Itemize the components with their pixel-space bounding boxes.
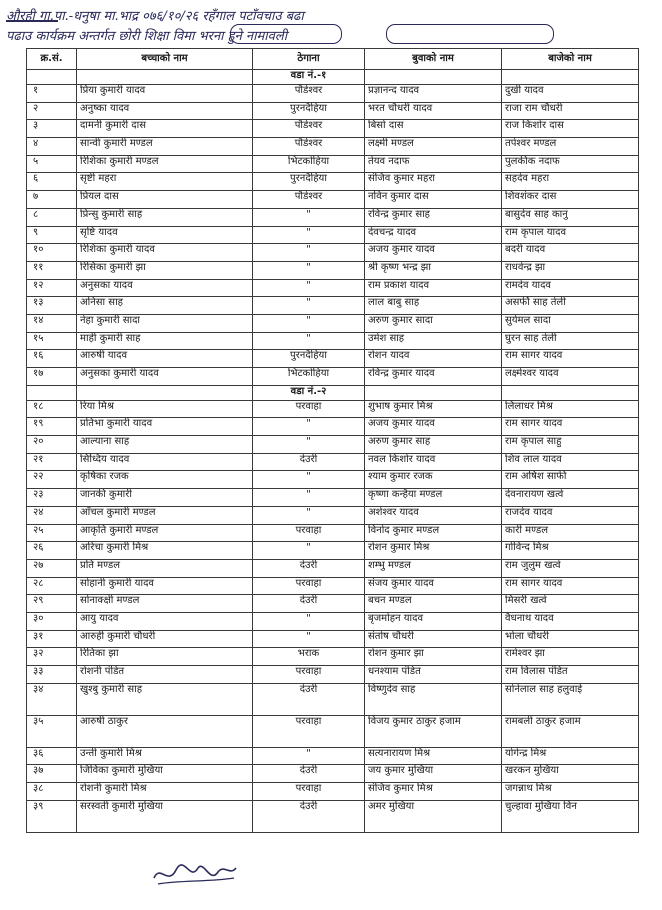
- address-cell: परवाहा: [253, 524, 365, 542]
- serial-cell: ३०: [27, 612, 77, 630]
- father-name-cell: रविन्द्र कुमार यादव: [365, 368, 502, 386]
- serial-cell: १६: [27, 350, 77, 368]
- address-cell: देउरी: [253, 559, 365, 577]
- grandfather-name-cell: सुर्यमल सादा: [502, 314, 639, 332]
- father-name-cell: नवल किशोर यादव: [365, 453, 502, 471]
- father-name-cell: शुभाष कुमार मिश्र: [365, 400, 502, 418]
- child-name-cell: आकृति कुमारी मण्डल: [77, 524, 253, 542]
- child-name-cell: प्रिया कुमारी यादव: [77, 85, 253, 103]
- father-name-cell: नविन कुमार दास: [365, 191, 502, 209]
- serial-cell: १: [27, 85, 77, 103]
- serial-cell: १३: [27, 297, 77, 315]
- table-body: [27, 70, 639, 833]
- child-name-cell: सरस्वती कुमारी मुखिया: [77, 800, 253, 832]
- address-cell: ": [253, 418, 365, 436]
- child-name-cell: आरुषी यादव: [77, 350, 253, 368]
- address-cell: पौडेश्वर: [253, 191, 365, 209]
- father-name-cell: उमेश साह: [365, 332, 502, 350]
- father-name-cell: रोशन यादव: [365, 350, 502, 368]
- father-name-cell: संतोष चौधरी: [365, 630, 502, 648]
- father-name-cell: संजिव कुमार मिश्र: [365, 783, 502, 801]
- serial-cell: २: [27, 102, 77, 120]
- table-row: [27, 400, 639, 418]
- father-name-cell: लाल बाबु साह: [365, 297, 502, 315]
- child-name-cell: अनुसका यादव: [77, 279, 253, 297]
- address-cell: परवाहा: [253, 715, 365, 747]
- grandfather-name-cell: राधवेन्द्र झा: [502, 261, 639, 279]
- grandfather-name-cell: शिव लाल यादव: [502, 453, 639, 471]
- address-cell: पुरनदैहिया: [253, 173, 365, 191]
- father-name-cell: संजय कुमार यादव: [365, 577, 502, 595]
- address-cell: भिटकोहिया: [253, 155, 365, 173]
- table-row: [27, 783, 639, 801]
- grandfather-name-cell: राज किशोर दास: [502, 120, 639, 138]
- father-name-cell: विनोद कुमार मण्डल: [365, 524, 502, 542]
- child-name-cell: जिविका कुमारी मुखिया: [77, 765, 253, 783]
- table-row: [27, 261, 639, 279]
- father-name-cell: तेयव नदाफ: [365, 155, 502, 173]
- table-row: [27, 595, 639, 613]
- grandfather-name-cell: राम सागर यादव: [502, 418, 639, 436]
- address-cell: ": [253, 630, 365, 648]
- table-row: [27, 630, 639, 648]
- table-row: [27, 612, 639, 630]
- father-name-cell: लक्ष्मी मण्डल: [365, 138, 502, 156]
- serial-cell: १०: [27, 244, 77, 262]
- table-row: [27, 559, 639, 577]
- empty-cell: [77, 385, 253, 400]
- child-name-cell: सान्वी कुमारी मण्डल: [77, 138, 253, 156]
- address-cell: भिटकोहिया: [253, 368, 365, 386]
- grandfather-name-cell: रामेश्वर झा: [502, 648, 639, 666]
- father-name-cell: अशेश्वर यादव: [365, 506, 502, 524]
- serial-cell: ९: [27, 226, 77, 244]
- child-name-cell: सिध्दिय यादव: [77, 453, 253, 471]
- father-name-cell: अमर मुखिया: [365, 800, 502, 832]
- address-cell: पौडेश्वर: [253, 85, 365, 103]
- empty-cell: [77, 70, 253, 85]
- grandfather-name-cell: राम कृपाल साहु: [502, 436, 639, 454]
- father-name-cell: भरत चौधरी यादव: [365, 102, 502, 120]
- col-header-address: ठेगाना: [253, 49, 365, 70]
- serial-cell: ११: [27, 261, 77, 279]
- empty-cell: [365, 385, 502, 400]
- serial-cell: ३९: [27, 800, 77, 832]
- serial-cell: ३२: [27, 648, 77, 666]
- grandfather-name-cell: दुखी यादव: [502, 85, 639, 103]
- address-cell: देउरी: [253, 800, 365, 832]
- address-cell: ": [253, 208, 365, 226]
- table-row: [27, 683, 639, 715]
- serial-cell: १७: [27, 368, 77, 386]
- serial-cell: २१: [27, 453, 77, 471]
- grandfather-name-cell: गोविन्द मिश्र: [502, 542, 639, 560]
- grandfather-name-cell: देवनारायण खत्वे: [502, 489, 639, 507]
- address-cell: ": [253, 506, 365, 524]
- serial-cell: ८: [27, 208, 77, 226]
- address-cell: भराक: [253, 648, 365, 666]
- grandfather-name-cell: राम विलास पंडित: [502, 666, 639, 684]
- child-name-cell: रिसिका कुमारी झा: [77, 261, 253, 279]
- serial-cell: २६: [27, 542, 77, 560]
- table-row: [27, 577, 639, 595]
- child-name-cell: प्रियल दास: [77, 191, 253, 209]
- grandfather-name-cell: बदरी यादव: [502, 244, 639, 262]
- child-name-cell: आयु यादव: [77, 612, 253, 630]
- child-name-cell: सोनाक्क्षी मण्डल: [77, 595, 253, 613]
- empty-cell: [365, 70, 502, 85]
- father-name-cell: अरुण कुमार सादा: [365, 314, 502, 332]
- father-name-cell: विष्णुदेव साह: [365, 683, 502, 715]
- serial-cell: १५: [27, 332, 77, 350]
- child-name-cell: रिशिका कुमारी मण्डल: [77, 155, 253, 173]
- father-name-cell: रविन्द्र कुमार साह: [365, 208, 502, 226]
- address-cell: ": [253, 226, 365, 244]
- serial-cell: ३३: [27, 666, 77, 684]
- child-name-cell: प्रिन्सु कुमारी साह: [77, 208, 253, 226]
- pen-circle-mark: [386, 24, 554, 44]
- serial-cell: १२: [27, 279, 77, 297]
- child-name-cell: रोशनी कुमारी मिश्र: [77, 783, 253, 801]
- table-row: [27, 120, 639, 138]
- student-list-table: [26, 48, 639, 833]
- table-row: [27, 648, 639, 666]
- serial-cell: २०: [27, 436, 77, 454]
- table-row: [27, 85, 639, 103]
- child-name-cell: अनुष्का यादव: [77, 102, 253, 120]
- child-name-cell: आल्याना साह: [77, 436, 253, 454]
- table-row: [27, 800, 639, 832]
- address-cell: ": [253, 436, 365, 454]
- child-name-cell: रोशनी पंडित: [77, 666, 253, 684]
- grandfather-name-cell: लिलाधर मिश्र: [502, 400, 639, 418]
- col-header-serial: क्र.सं.: [27, 49, 77, 70]
- address-cell: ": [253, 261, 365, 279]
- empty-cell: [502, 385, 639, 400]
- child-name-cell: अनिसा साह: [77, 297, 253, 315]
- serial-cell: ३६: [27, 747, 77, 765]
- ward-heading: वडा नं.-२: [253, 385, 365, 400]
- address-cell: ": [253, 279, 365, 297]
- father-name-cell: अजय कुमार यादव: [365, 418, 502, 436]
- serial-cell: ६: [27, 173, 77, 191]
- serial-cell: २४: [27, 506, 77, 524]
- serial-cell: ३१: [27, 630, 77, 648]
- grandfather-name-cell: योगेन्द्र मिश्र: [502, 747, 639, 765]
- table-row: [27, 138, 639, 156]
- address-cell: ": [253, 542, 365, 560]
- pen-circle-mark: [230, 24, 342, 44]
- father-name-cell: सत्यनारायण मिश्र: [365, 747, 502, 765]
- grandfather-name-cell: खरकन मुखिया: [502, 765, 639, 783]
- serial-cell: २९: [27, 595, 77, 613]
- signature-image: [150, 856, 240, 890]
- col-header-father-name: बुवाको नाम: [365, 49, 502, 70]
- table-row: [27, 418, 639, 436]
- child-name-cell: सोहानी कुमारी यादव: [77, 577, 253, 595]
- serial-cell: १४: [27, 314, 77, 332]
- serial-cell: २३: [27, 489, 77, 507]
- grandfather-name-cell: राम सागर यादव: [502, 350, 639, 368]
- serial-cell: ५: [27, 155, 77, 173]
- grandfather-name-cell: असर्फी साह तेली: [502, 297, 639, 315]
- child-name-cell: नेहा कुमारी सादा: [77, 314, 253, 332]
- handwritten-header-line2: पढाउ कार्यक्रम अन्तर्गत छोरी शिक्षा विमा भरना हुने नामावली: [6, 29, 288, 44]
- father-name-cell: शम्भु मण्डल: [365, 559, 502, 577]
- table-row: [27, 155, 639, 173]
- child-name-cell: अरिचा कुमारी मिश्र: [77, 542, 253, 560]
- father-name-cell: बृजमोहन यादव: [365, 612, 502, 630]
- serial-cell: २५: [27, 524, 77, 542]
- grandfather-name-cell: जगन्नाथ मिश्र: [502, 783, 639, 801]
- empty-cell: [27, 385, 77, 400]
- serial-cell: २२: [27, 471, 77, 489]
- child-name-cell: जानकी कुमारी: [77, 489, 253, 507]
- serial-cell: २७: [27, 559, 77, 577]
- child-name-cell: आरुषी ठाकुर: [77, 715, 253, 747]
- table-row: [27, 436, 639, 454]
- serial-cell: ४: [27, 138, 77, 156]
- table-row: [27, 208, 639, 226]
- table-row: [27, 350, 639, 368]
- empty-cell: [27, 70, 77, 85]
- grandfather-name-cell: बासुदेव साह कानु: [502, 208, 639, 226]
- serial-cell: ३४: [27, 683, 77, 715]
- grandfather-name-cell: सोनेलाल साह हलुवाई: [502, 683, 639, 715]
- serial-cell: ३५: [27, 715, 77, 747]
- grandfather-name-cell: भोला चौधरी: [502, 630, 639, 648]
- table-row: [27, 368, 639, 386]
- address-cell: ": [253, 747, 365, 765]
- address-cell: देउरी: [253, 595, 365, 613]
- table-row: [27, 506, 639, 524]
- address-cell: परवाहा: [253, 577, 365, 595]
- child-name-cell: रिया मिश्र: [77, 400, 253, 418]
- father-name-cell: अरुण कुमार साह: [365, 436, 502, 454]
- serial-cell: ७: [27, 191, 77, 209]
- grandfather-name-cell: चुल्हावा मुखिया विन: [502, 800, 639, 832]
- table-row: [27, 453, 639, 471]
- ward-heading-row: [27, 70, 639, 85]
- table-row: [27, 297, 639, 315]
- serial-cell: ३८: [27, 783, 77, 801]
- serial-cell: ३७: [27, 765, 77, 783]
- father-name-cell: जय कुमार मुखिया: [365, 765, 502, 783]
- grandfather-name-cell: मिसरी खत्वे: [502, 595, 639, 613]
- address-cell: पुरनदैहिया: [253, 350, 365, 368]
- grandfather-name-cell: सहदेव महरा: [502, 173, 639, 191]
- table-row: [27, 489, 639, 507]
- child-name-cell: दामनी कुमारी दास: [77, 120, 253, 138]
- child-name-cell: सृष्टि यादव: [77, 226, 253, 244]
- ward-heading: वडा नं.-१: [253, 70, 365, 85]
- grandfather-name-cell: तपेश्वर मण्डल: [502, 138, 639, 156]
- grandfather-name-cell: राम अषिश साफी: [502, 471, 639, 489]
- grandfather-name-cell: पुलकीक नदाफ: [502, 155, 639, 173]
- child-name-cell: खुश्बु कुमारी साह: [77, 683, 253, 715]
- serial-cell: २८: [27, 577, 77, 595]
- father-name-cell: रोशन कुमार मिश्र: [365, 542, 502, 560]
- grandfather-name-cell: शिवशंकर दास: [502, 191, 639, 209]
- father-name-cell: धनश्याम पंडित: [365, 666, 502, 684]
- father-name-cell: श्याम कुमार रजक: [365, 471, 502, 489]
- ward-heading-row: [27, 385, 639, 400]
- table-row: [27, 314, 639, 332]
- grandfather-name-cell: राम जुलुम खत्वे: [502, 559, 639, 577]
- grandfather-name-cell: कारी मण्डल: [502, 524, 639, 542]
- address-cell: ": [253, 244, 365, 262]
- table-row: [27, 102, 639, 120]
- address-cell: देउरी: [253, 765, 365, 783]
- table-row: [27, 279, 639, 297]
- address-cell: ": [253, 314, 365, 332]
- child-name-cell: प्रति मण्डल: [77, 559, 253, 577]
- table-row: [27, 173, 639, 191]
- grandfather-name-cell: घुरन साह तेली: [502, 332, 639, 350]
- serial-cell: ३: [27, 120, 77, 138]
- father-name-cell: रोशन कुमार झा: [365, 648, 502, 666]
- child-name-cell: अनुसका कुमारी यादव: [77, 368, 253, 386]
- serial-cell: १९: [27, 418, 77, 436]
- table-row: [27, 244, 639, 262]
- father-name-cell: विजय कुमार ठाकुर हजाम: [365, 715, 502, 747]
- address-cell: पौडेश्वर: [253, 138, 365, 156]
- address-cell: पुरनदैहिया: [253, 102, 365, 120]
- father-name-cell: बचन मण्डल: [365, 595, 502, 613]
- address-cell: परवाहा: [253, 666, 365, 684]
- child-name-cell: उन्ती कुमारी मिश्र: [77, 747, 253, 765]
- child-name-cell: रितिका झा: [77, 648, 253, 666]
- table-row: [27, 524, 639, 542]
- table-row: [27, 666, 639, 684]
- child-name-cell: सृष्टी महरा: [77, 173, 253, 191]
- father-name-cell: संजिव कुमार महरा: [365, 173, 502, 191]
- child-name-cell: रिशिका कुमारी यादव: [77, 244, 253, 262]
- col-header-grandfather-name: बाजेको नाम: [502, 49, 639, 70]
- handwritten-header-line1: औरही गा.पा.-धनुषा मा.भाद्र ०७६/१०/२६ रहँगाल पटाँवचाउ बढा: [6, 9, 304, 24]
- serial-cell: १८: [27, 400, 77, 418]
- grandfather-name-cell: रामदेव यादव: [502, 279, 639, 297]
- address-cell: देउरी: [253, 453, 365, 471]
- address-cell: परवाहा: [253, 400, 365, 418]
- table-row: [27, 226, 639, 244]
- grandfather-name-cell: लक्ष्मेश्वर यादव: [502, 368, 639, 386]
- grandfather-name-cell: रामबली ठाकुर हजाम: [502, 715, 639, 747]
- father-name-cell: श्री कृष्ण भन्द्र झा: [365, 261, 502, 279]
- address-cell: परवाहा: [253, 783, 365, 801]
- grandfather-name-cell: राम कृपाल यादव: [502, 226, 639, 244]
- table-row: [27, 765, 639, 783]
- col-header-child-name: बच्चाको नाम: [77, 49, 253, 70]
- father-name-cell: देवचन्द्र यादव: [365, 226, 502, 244]
- child-name-cell: आँचल कुमारी मण्डल: [77, 506, 253, 524]
- child-name-cell: माही कुमारी साह: [77, 332, 253, 350]
- address-cell: ": [253, 612, 365, 630]
- table-row: [27, 191, 639, 209]
- table-row: [27, 715, 639, 747]
- address-cell: ": [253, 332, 365, 350]
- father-name-cell: प्रज्ञानन्द यादव: [365, 85, 502, 103]
- grandfather-name-cell: राजदेव यादव: [502, 506, 639, 524]
- address-cell: ": [253, 489, 365, 507]
- empty-cell: [502, 70, 639, 85]
- child-name-cell: प्रतिभा कुमारी यादव: [77, 418, 253, 436]
- table-row: [27, 471, 639, 489]
- table-row: [27, 747, 639, 765]
- table-row: [27, 542, 639, 560]
- father-name-cell: कृष्णा कन्हैया मण्डल: [365, 489, 502, 507]
- father-name-cell: बिसो दास: [365, 120, 502, 138]
- grandfather-name-cell: राम सागर यादव: [502, 577, 639, 595]
- address-cell: देउरी: [253, 683, 365, 715]
- address-cell: पौडेश्वर: [253, 120, 365, 138]
- child-name-cell: कृषिका रजक: [77, 471, 253, 489]
- father-name-cell: राम प्रकाश यादव: [365, 279, 502, 297]
- grandfather-name-cell: राजा राम चौधरी: [502, 102, 639, 120]
- address-cell: ": [253, 471, 365, 489]
- table-row: [27, 332, 639, 350]
- table-header-row: [27, 49, 639, 70]
- child-name-cell: आरुही कुमारी चौधरी: [77, 630, 253, 648]
- father-name-cell: अजय कुमार यादव: [365, 244, 502, 262]
- grandfather-name-cell: वैधनाथ यादव: [502, 612, 639, 630]
- address-cell: ": [253, 297, 365, 315]
